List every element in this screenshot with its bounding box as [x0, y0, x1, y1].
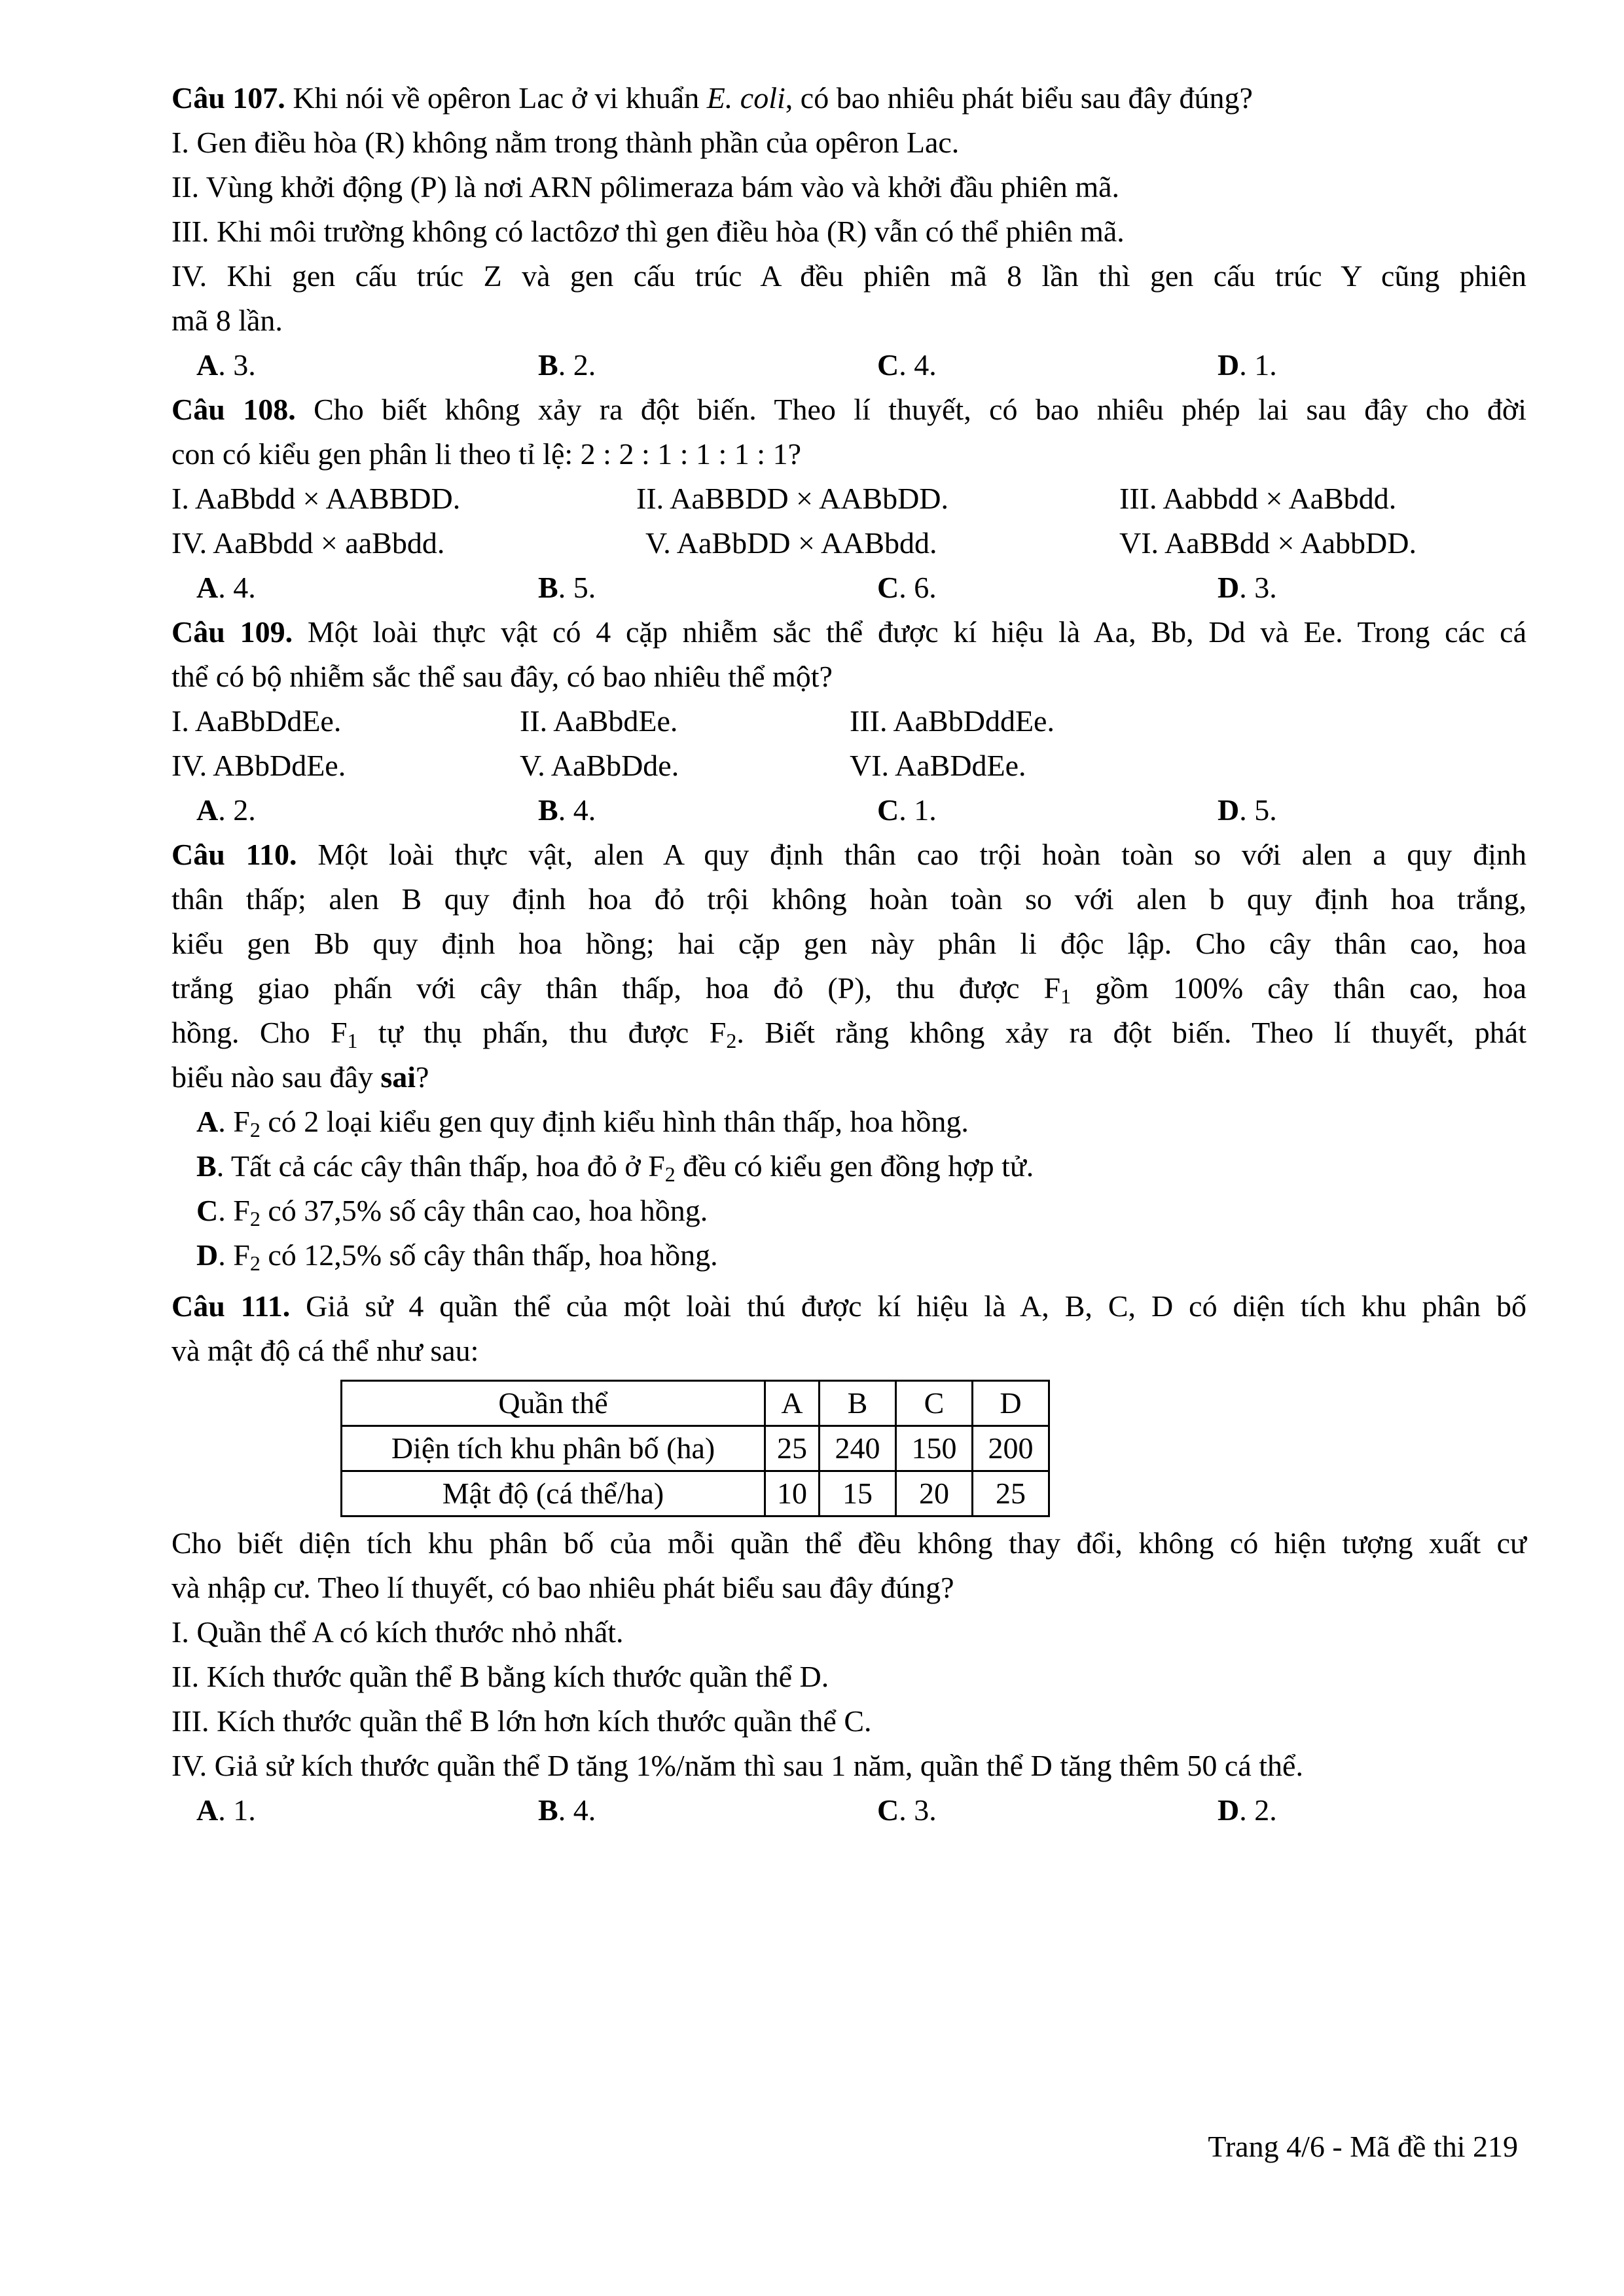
- option-b[interactable]: B. 4.: [538, 793, 596, 827]
- question-111: [171, 1284, 1526, 1833]
- karyotype-2: II. AaBbdEe.: [520, 704, 678, 738]
- page-footer: Trang 4/6 - Mã đề thi 219: [1208, 2130, 1518, 2163]
- question-stem: Một loài thực vật có 4 cặp nhiễm sắc thể được kí hiệu là Aa, Bb, Dd và Ee. Trong các cá: [293, 615, 1527, 649]
- cross-1: I. AaBbdd × AABBDD.: [171, 482, 461, 515]
- statement-2: II. Vùng khởi động (P) là nơi ARN pôlimeraza bám vào và khởi đầu phiên mã.: [171, 170, 1120, 204]
- table-cell: B: [820, 1381, 896, 1426]
- question-109: [171, 610, 1526, 833]
- option-c[interactable]: C. 1.: [877, 793, 937, 827]
- karyotype-5: V. AaBbDde.: [520, 749, 679, 782]
- cross-4: IV. AaBbdd × aaBbdd.: [171, 526, 445, 560]
- option-a[interactable]: A. 2.: [196, 793, 256, 827]
- question-stem-line-6: biểu nào sau đây sai?: [171, 1060, 429, 1094]
- statement-4-cont: mã 8 lần.: [171, 304, 283, 337]
- question-label: Câu 108.: [171, 393, 296, 426]
- option-b[interactable]: B. Tất cả các cây thân thấp, hoa đỏ ở $F_2$ đều có kiểu gen đồng hợp tử.: [196, 1149, 1034, 1186]
- cross-2: II. AaBBDD × AABbDD.: [636, 482, 949, 515]
- question-110: [171, 833, 1526, 1278]
- question-label: Câu 110.: [171, 838, 297, 871]
- karyotype-4: IV. ABbDdEe.: [171, 749, 346, 782]
- question-stem: Khi nói về opêron Lac ở vi khuẩn: [285, 81, 707, 115]
- table-row: [342, 1426, 1049, 1471]
- table-cell: A: [765, 1381, 820, 1426]
- question-context-1: Cho biết diện tích khu phân bố của mỗi quần thể đều không thay đổi, không có hiện tượng xuất cư: [171, 1526, 1526, 1560]
- page-content: [171, 76, 1526, 1833]
- option-a[interactable]: A. $F_2$ có 2 loại kiểu gen quy định kiểu hình thân thấp, hoa hồng.: [196, 1105, 969, 1141]
- table-cell: C: [896, 1381, 973, 1426]
- table-cell: 10: [765, 1471, 820, 1516]
- table-row: [342, 1471, 1049, 1516]
- table-cell: 240: [820, 1426, 896, 1471]
- table-cell: Mật độ (cá thể/ha): [342, 1471, 765, 1516]
- question-stem-line-2: thân thấp; alen B quy định hoa đỏ trội không hoàn toàn so với alen b quy định hoa trắng,: [171, 882, 1526, 916]
- option-d[interactable]: D. 5.: [1218, 793, 1277, 827]
- option-b[interactable]: B. 4.: [538, 1793, 596, 1827]
- cross-3: III. Aabbdd × AaBbdd.: [1119, 482, 1397, 515]
- question-stem: Một loài thực vật, alen A quy định thân cao trội hoàn toàn so với alen a quy định: [297, 838, 1526, 871]
- table-cell: Diện tích khu phân bố (ha): [342, 1426, 765, 1471]
- question-label: Câu 109.: [171, 615, 293, 649]
- question-stem: , có bao nhiêu phát biểu sau đây đúng?: [785, 81, 1253, 115]
- answer-options: [171, 565, 1526, 610]
- question-label: Câu 107.: [171, 81, 285, 115]
- question-stem-line-4: trắng giao phấn với cây thân thấp, hoa đỏ (P), thu được $F_1$ gồm 100% cây thân cao, hoa: [171, 971, 1526, 1008]
- karyotype-1: I. AaBbDdEe.: [171, 704, 342, 738]
- option-c[interactable]: C. 6.: [877, 571, 937, 604]
- population-table: [340, 1380, 1050, 1517]
- option-a[interactable]: A. 1.: [196, 1793, 256, 1827]
- question-108: [171, 387, 1526, 610]
- option-c[interactable]: C. $F_2$ có 37,5% số cây thân cao, hoa hồng.: [196, 1194, 708, 1230]
- table-cell: 25: [973, 1471, 1049, 1516]
- karyotype-row-1: [171, 699, 1526, 744]
- table-cell: 200: [973, 1426, 1049, 1471]
- karyotype-6: VI. AaBDdEe.: [850, 749, 1026, 782]
- question-stem: Cho biết không xảy ra đột biến. Theo lí thuyết, có bao nhiêu phép lai sau đây cho đời: [295, 393, 1526, 426]
- cross-list-row-1: [171, 476, 1526, 521]
- statement-1: I. Quần thể A có kích thước nhỏ nhất.: [171, 1615, 624, 1649]
- cross-6: VI. AaBBdd × AabbDD.: [1119, 526, 1416, 560]
- table-cell: 25: [765, 1426, 820, 1471]
- table-cell: D: [973, 1381, 1049, 1426]
- statement-1: I. Gen điều hòa (R) không nằm trong thành phần của opêron Lac.: [171, 126, 960, 159]
- statement-3: III. Khi môi trường không có lactôzơ thì gen điều hòa (R) vẫn có thể phiên mã.: [171, 215, 1125, 248]
- option-c[interactable]: C. 3.: [877, 1793, 937, 1827]
- table-cell: 15: [820, 1471, 896, 1516]
- statement-4: IV. Khi gen cấu trúc Z và gen cấu trúc A đều phiên mã 8 lần thì gen cấu trúc Y cũng phiên: [171, 259, 1526, 293]
- karyotype-3: III. AaBbDddEe.: [850, 704, 1055, 738]
- option-b[interactable]: B. 2.: [538, 348, 596, 382]
- question-label: Câu 111.: [171, 1289, 291, 1323]
- option-b[interactable]: B. 5.: [538, 571, 596, 604]
- answer-options: [171, 343, 1526, 387]
- answer-options: [171, 788, 1526, 833]
- question-stem-line-5: hồng. Cho $F_1$ tự thụ phấn, thu được $F_2$. Biết rằng không xảy ra đột biến. Theo lí thuyết, phát: [171, 1016, 1526, 1052]
- statement-4: IV. Giả sử kích thước quần thể D tăng 1%/năm thì sau 1 năm, quần thể D tăng thêm 50 cá thể.: [171, 1749, 1303, 1782]
- question-context-2: và nhập cư. Theo lí thuyết, có bao nhiêu phát biểu sau đây đúng?: [171, 1571, 954, 1604]
- karyotype-row-2: [171, 744, 1526, 788]
- question-stem-cont: và mật độ cá thể như sau:: [171, 1334, 479, 1367]
- option-c[interactable]: C. 4.: [877, 348, 937, 382]
- option-a[interactable]: A. 4.: [196, 571, 256, 604]
- question-107: [171, 76, 1526, 387]
- cross-list-row-2: [171, 521, 1526, 565]
- option-d[interactable]: D. 2.: [1218, 1793, 1277, 1827]
- answer-options: [171, 1788, 1526, 1833]
- table-cell: 20: [896, 1471, 973, 1516]
- option-d[interactable]: D. 3.: [1218, 571, 1277, 604]
- table-cell: 150: [896, 1426, 973, 1471]
- statement-3: III. Kích thước quần thể B lớn hơn kích thước quần thể C.: [171, 1704, 872, 1738]
- table-cell: Quần thể: [342, 1381, 765, 1426]
- cross-5: V. AaBbDD × AABbdd.: [645, 526, 937, 560]
- question-stem-line-3: kiểu gen Bb quy định hoa hồng; hai cặp gen này phân li độc lập. Cho cây thân cao, hoa: [171, 927, 1526, 960]
- question-stem: Giả sử 4 quần thể của một loài thú được kí hiệu là A, B, C, D có diện tích khu phân bố: [290, 1289, 1527, 1323]
- question-stem-cont: con có kiểu gen phân li theo tỉ lệ: 2 : 2 : 1 : 1 : 1 : 1?: [171, 437, 801, 471]
- table-header-row: [342, 1381, 1049, 1426]
- option-a[interactable]: A. 3.: [196, 348, 256, 382]
- species-name: E. coli: [706, 81, 785, 115]
- statement-2: II. Kích thước quần thể B bằng kích thước quần thể D.: [171, 1660, 829, 1693]
- option-d[interactable]: D. $F_2$ có 12,5% số cây thân thấp, hoa hồng.: [196, 1238, 718, 1275]
- question-stem-cont: thể có bộ nhiễm sắc thể sau đây, có bao nhiêu thể một?: [171, 660, 833, 693]
- option-d[interactable]: D. 1.: [1218, 348, 1277, 382]
